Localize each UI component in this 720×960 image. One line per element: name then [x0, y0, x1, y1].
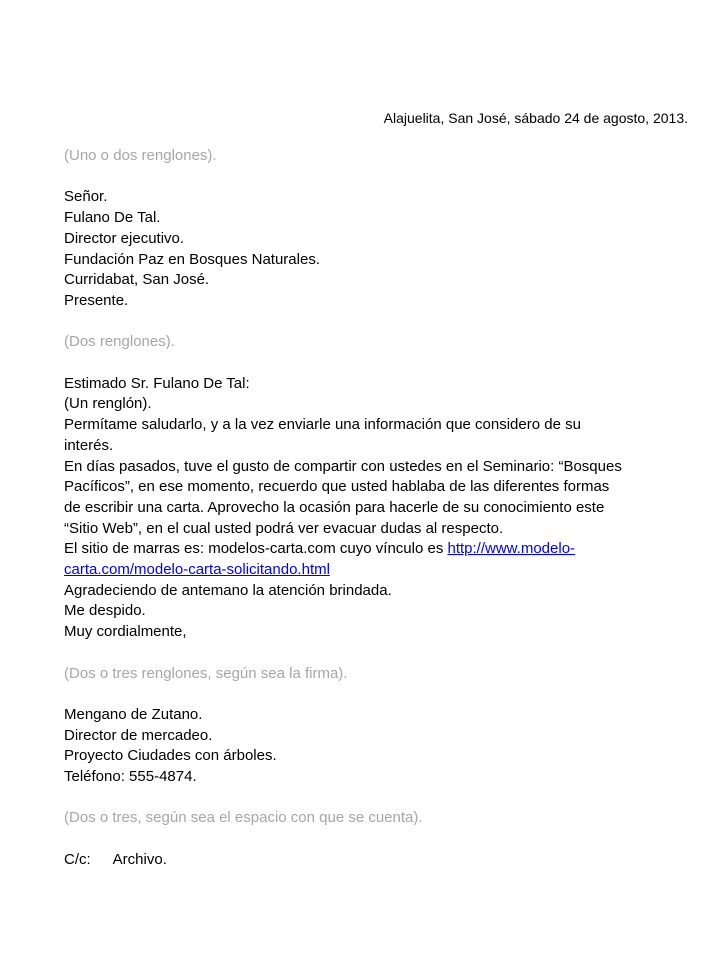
blank-line [64, 643, 664, 664]
recipient-name: Fulano De Tal. [64, 209, 161, 227]
site-link-part-1[interactable]: http://www.modelo- [447, 540, 576, 558]
paragraph-5: Me despido. [64, 602, 146, 620]
sender-project: Proyecto Ciudades con árboles. [64, 747, 277, 765]
paragraph-6: Muy cordialmente, [64, 623, 187, 641]
blank-line [64, 788, 664, 809]
recipient-title: Señor. [64, 188, 108, 206]
letter-body [64, 146, 664, 871]
paragraph-3-line-2 [64, 560, 664, 581]
spacing-note-dos: (Dos renglones). [64, 333, 175, 351]
paragraph-4: Agradeciendo de antemano la atención brindada. [64, 581, 392, 599]
blank-line [64, 829, 664, 850]
paragraph-3-line-1 [64, 539, 664, 560]
cc-label: C/c: [64, 850, 91, 868]
cc-value: Archivo. [112, 850, 167, 868]
sender-name: Mengano de Zutano. [64, 705, 203, 723]
spacing-note-uno-dos: (Uno o dos renglones). [64, 147, 217, 164]
paragraph-2-line-4: “Sitio Web”, en el cual usted podrá ver evacuar dudas al respecto. [64, 519, 504, 537]
blank-line [64, 684, 664, 705]
paragraph-2-line-1: En días pasados, tuve el gusto de compartir con ustedes en el Seminario: “Bosques [64, 457, 622, 475]
paragraph-1-line-2: interés. [64, 436, 114, 454]
spacing-note-un: (Un renglón). [64, 395, 152, 413]
spacing-note-espacio: (Dos o tres, según sea el espacio con que se cuenta). [64, 809, 423, 827]
cc-line [64, 850, 664, 871]
paragraph-2-line-2: Pacíficos”, en ese momento, recuerdo que usted hablaba de las diferentes formas [64, 478, 610, 496]
paragraph-2-line-3: de escribir una carta. Aprovecho la ocasión para hacerle de su conocimiento este [64, 498, 605, 516]
salutation: Estimado Sr. Fulano De Tal: [64, 374, 250, 392]
recipient-presente: Presente. [64, 291, 129, 309]
date-line: Alajuelita, San José, sábado 24 de agosto, 2013. [383, 110, 688, 126]
blank-line [64, 312, 664, 333]
recipient-city: Curridabat, San José. [64, 271, 210, 289]
sender-phone: Teléfono: 555-4874. [64, 768, 197, 786]
spacing-note-firma: (Dos o tres renglones, según sea la firma). [64, 664, 348, 682]
paragraph-1-line-1: Permítame saludarlo, y a la vez enviarle una información que considero de su [64, 416, 581, 434]
recipient-position: Director ejecutivo. [64, 229, 185, 247]
site-link-part-2[interactable]: carta.com/modelo-carta-solicitando.html [64, 561, 330, 579]
sender-position: Director de mercadeo. [64, 726, 213, 744]
blank-line [64, 167, 664, 188]
blank-line [64, 353, 664, 374]
site-text: El sitio de marras es: modelos-carta.com cuyo vínculo es [64, 540, 448, 558]
recipient-organization: Fundación Paz en Bosques Naturales. [64, 250, 320, 268]
